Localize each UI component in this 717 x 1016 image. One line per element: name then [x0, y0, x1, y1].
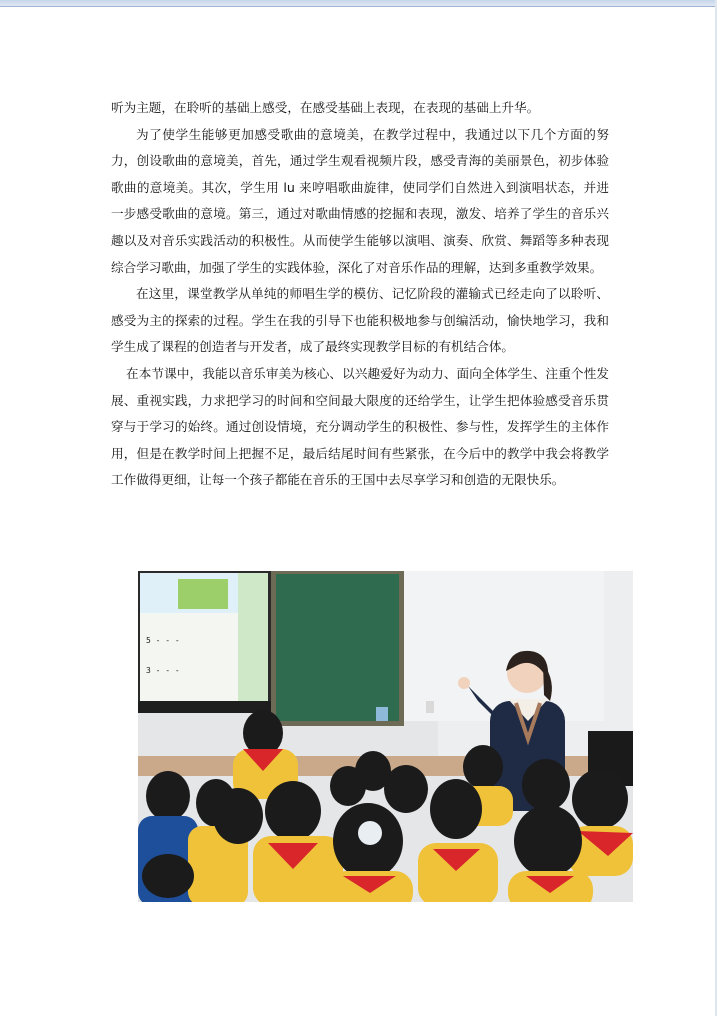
- paragraph-1: 听为主题，在聆听的基础上感受，在感受基础上表现，在表现的基础上升华。: [111, 100, 540, 115]
- document-body: [111, 95, 609, 494]
- paragraph-3: 在这里，课堂教学从单纯的师唱生学的模仿、记忆阶段的灌输式已经走向了以聆听、感受为主的探索的过程。学生在我的引导下也能积极地参与创编活动，愉快地学习，我和学生成了课程的创造者与开发者，成了最终实现教学目标的有机结合体。: [111, 286, 609, 355]
- screen-note-2: 3 - - -: [146, 666, 180, 675]
- window-top-bar: [0, 0, 717, 7]
- classroom-photo: [138, 571, 633, 902]
- screen-note-1: 5 - - -: [146, 636, 180, 645]
- paragraph-4: 在本节课中，我能以音乐审美为核心、以兴趣爱好为动力、面向全体学生、注重个性发展、重视实践，力求把学习的时间和空间最大限度的还给学生，让学生把体验感受音乐贯穿与于学习的始终。通过创设情境，充分调动学生的积极性、参与性，发挥学生的主体作用，但是在教学时间上把握不足，最后结尾时间有些紧张，在今后中的教学中我会将教学工作做得更细，让每一个孩子都能在音乐的王国中去尽享学习和创造的无限快乐。: [111, 365, 609, 488]
- paragraph-2: 为了使学生能够更加感受歌曲的意境美，在教学过程中，我通过以下几个方面的努力，创设歌曲的意境美，首先，通过学生观看视频片段，感受青海的美丽景色，初步体验歌曲的意境美。其次，学生用 lu 来哼唱歌曲旋律，使同学们自然进入到演唱状态，并进一步感受歌曲的意境。第三，通过对歌曲情感的挖掘和表现，激发、培养了学生的音乐兴趣以及对音乐实践活动的积极性。从而使学生能够以演唱、演奏、欣赏、舞蹈等多种表现综合学习歌曲，加强了学生的实践体验，深化了对音乐作品的理解，达到多重教学效果。: [111, 126, 609, 275]
